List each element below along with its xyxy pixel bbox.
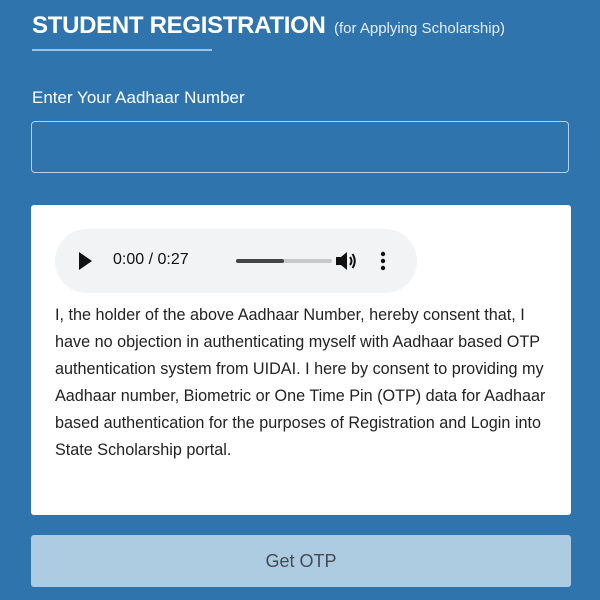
title-underline (32, 49, 212, 51)
audio-progress-slider[interactable] (236, 259, 332, 263)
get-otp-button[interactable]: Get OTP (31, 535, 571, 587)
audio-time-display: 0:00 / 0:27 (113, 251, 189, 268)
more-vertical-icon[interactable] (377, 250, 389, 272)
audio-progress-fill (236, 259, 284, 263)
aadhaar-number-input[interactable] (31, 121, 569, 173)
page-header (32, 12, 505, 40)
play-icon[interactable] (79, 252, 92, 270)
aadhaar-label: Enter Your Aadhaar Number (32, 88, 245, 107)
consent-card (31, 205, 571, 515)
audio-player (55, 229, 417, 293)
page-title: STUDENT REGISTRATION (32, 12, 326, 39)
page-subtitle: (for Applying Scholarship) (334, 20, 505, 37)
volume-icon[interactable] (334, 250, 358, 272)
consent-text: I, the holder of the above Aadhaar Number, hereby consent that, I have no objection in authenticating myself with Aadhaar based OTP authentication system from UIDAI. I here by consent to providing my Aadhaar number, Biometric or One Time Pin (OTP) data for Aadhaar based authentication for the purposes of Registration and Login into State Scholarship portal. (55, 306, 546, 459)
